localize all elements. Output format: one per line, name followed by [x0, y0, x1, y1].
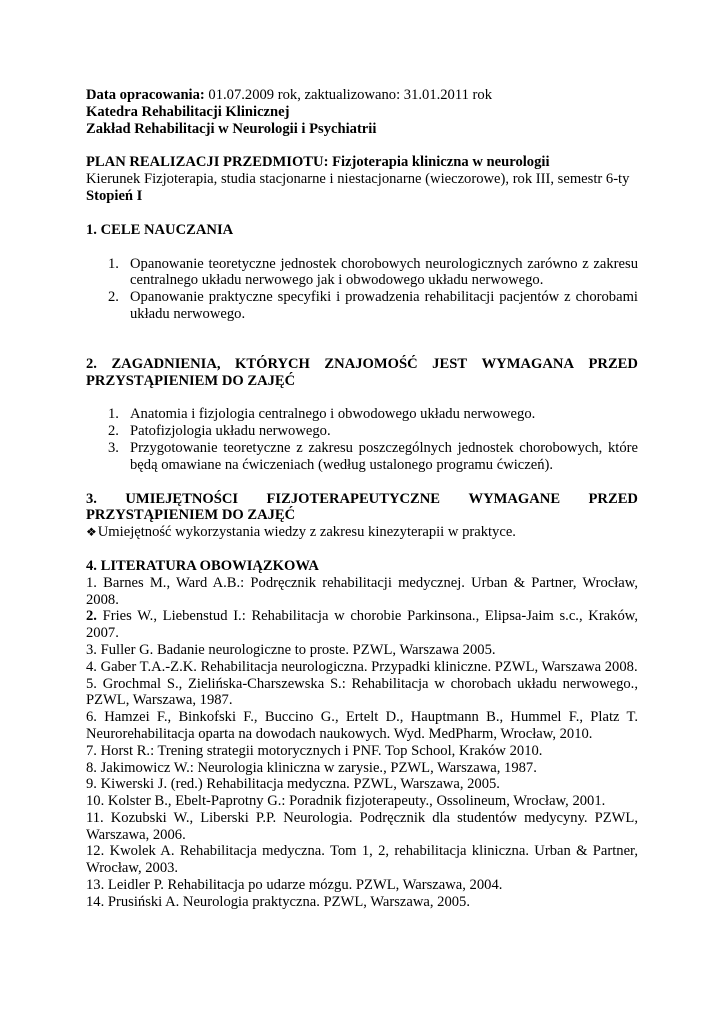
reference-item	[86, 676, 638, 710]
reference-text: Fries W., Liebenstud I.: Rehabilitacja w chorobie Parkinsona., Elipsa-Jaim s.c., Kraków, 2007.	[86, 608, 638, 642]
heading-word: ZNAJOMOŚĆ	[324, 355, 418, 372]
list-item	[86, 256, 638, 290]
reference-number: 2.	[86, 608, 97, 625]
reference-number: 10.	[86, 793, 105, 810]
section1-list	[86, 256, 638, 323]
heading-word: 2.	[86, 355, 97, 372]
heading-word: WYMAGANA	[481, 355, 574, 372]
list-item-text: Opanowanie teoretyczne jednostek chorobowych neurologicznych zarówno z zakresu centralnego układu nerwowego jak i obwodowego układu nerwowego.	[130, 255, 638, 289]
reference-text: Kozubski W., Liberski P.P. Neurologia. Podręcznik dla studentów medycyny. PZWL, Warszawa, 2006.	[86, 809, 638, 843]
section3-bullet	[86, 524, 638, 541]
reference-text: Barnes M., Ward A.B.: Podręcznik rehabilitacji medycznej. Urban & Partner, Wrocław, 2008.	[86, 574, 638, 608]
reference-number: 5.	[86, 675, 97, 692]
reference-number: 8.	[86, 759, 97, 776]
diamond-bullet-icon: ❖	[86, 525, 97, 540]
reference-text: Hamzei F., Binkofski F., Buccino G., Ertelt D., Hauptmann B., Hummel F., Platz T. Neurorehabilitacja oparta na dowodach naukowych. Wyd. MedPharm, Wrocław, 2010.	[86, 709, 638, 742]
section3-heading	[86, 491, 638, 508]
list-item	[86, 406, 638, 423]
reference-number: 9.	[86, 776, 97, 793]
list-item	[86, 423, 638, 440]
reference-number: 1.	[86, 574, 97, 591]
reference-item	[86, 642, 638, 659]
heading-word: 3.	[86, 490, 97, 507]
department-name: Katedra Rehabilitacji Klinicznej	[86, 103, 290, 120]
list-item-text: Opanowanie praktyczne specyfiki i prowadzenia rehabilitacji pacjentów z chorobami układu nerwowego.	[130, 289, 638, 322]
reference-text: Gaber T.A.-Z.K. Rehabilitacja neurologiczna. Przypadki kliniczne. PZWL, Warszawa 2008.	[100, 658, 638, 675]
section2-heading-line2: PRZYSTĄPIENIEM DO ZAJĘĆ	[86, 372, 296, 389]
heading-word: PRZED	[588, 490, 638, 507]
list-item	[86, 440, 638, 474]
heading-word: FIZJOTERAPEUTYCZNE	[266, 490, 441, 507]
reference-number: 6.	[86, 709, 97, 726]
reference-number: 13.	[86, 877, 105, 894]
heading-word: ZAGADNIENIA,	[111, 355, 221, 372]
section3-heading-line2: PRZYSTĄPIENIEM DO ZAJĘĆ	[86, 507, 296, 524]
reference-item	[86, 608, 638, 642]
reference-item	[86, 575, 638, 609]
reference-text: Grochmal S., Zielińska-Charszewska S.: Rehabilitacja w chorobach układu nerwowego., PZWL, Warszawa, 1987.	[86, 675, 638, 709]
reference-item	[86, 776, 638, 793]
heading-word: WYMAGANE	[468, 490, 561, 507]
section1-heading: 1. CELE NAUCZANIA	[86, 221, 234, 238]
reference-text: Fuller G. Badanie neurologiczne to proste. PZWL, Warszawa 2005.	[100, 641, 496, 658]
heading-word: UMIEJĘTNOŚCI	[125, 490, 239, 507]
list-item-number: 2.	[108, 289, 119, 306]
reference-text: Horst R.: Trening strategii motorycznych i PNF. Top School, Kraków 2010.	[100, 742, 543, 759]
section4-heading: 4. LITERATURA OBOWIĄZKOWA	[86, 557, 319, 574]
reference-text: Leidler P. Rehabilitacja po udarze mózgu. PZWL, Warszawa, 2004.	[107, 877, 503, 894]
heading-word: KTÓRYCH	[235, 355, 310, 372]
reference-number: 3.	[86, 641, 97, 658]
reference-number: 11.	[86, 809, 104, 826]
unit-name: Zakład Rehabilitacji w Neurologii i Psychiatrii	[86, 120, 377, 137]
bullet-text: Umiejętność wykorzystania wiedzy z zakresu kinezyterapii w praktyce.	[97, 524, 516, 541]
heading-word: JEST	[432, 355, 468, 372]
reference-text: Kolster B., Ebelt-Paprotny G.: Poradnik fizjoterapeuty., Ossolineum, Wrocław, 2001.	[107, 793, 606, 810]
reference-item	[86, 760, 638, 777]
list-item-number: 3.	[108, 439, 119, 456]
references-list	[86, 575, 638, 911]
reference-text: Kwolek A. Rehabilitacja medyczna. Tom 1, 2, rehabilitacja kliniczna. Urban & Partner, Wrocław, 2003.	[86, 843, 638, 877]
reference-text: Prusiński A. Neurologia praktyczna. PZWL, Warszawa, 2005.	[107, 893, 471, 910]
list-item-number: 2.	[108, 423, 119, 440]
list-item-number: 1.	[108, 255, 119, 272]
date-label: Data opracowania:	[86, 87, 205, 103]
reference-item	[86, 659, 638, 676]
list-item-text: Patofizjologia układu nerwowego.	[130, 423, 331, 440]
list-item-number: 1.	[108, 406, 119, 423]
reference-item	[86, 709, 638, 743]
reference-item	[86, 743, 638, 760]
reference-item	[86, 894, 638, 911]
list-item-text: Anatomia i fizjologia centralnego i obwodowego układu nerwowego.	[130, 406, 536, 423]
reference-item	[86, 793, 638, 810]
section2-list	[86, 406, 638, 473]
document-page	[86, 87, 638, 911]
reference-text: Jakimowicz W.: Neurologia kliniczna w zarysie., PZWL, Warszawa, 1987.	[100, 759, 537, 776]
section2-heading	[86, 356, 638, 373]
reference-item	[86, 877, 638, 894]
reference-text: Kiwerski J. (red.) Rehabilitacja medyczna. PZWL, Warszawa, 2005.	[100, 776, 500, 793]
reference-number: 7.	[86, 742, 97, 759]
reference-item	[86, 810, 638, 844]
heading-word: PRZED	[588, 355, 638, 372]
list-item	[86, 289, 638, 323]
date-value: 01.07.2009 rok, zaktualizowano: 31.01.2011 rok	[204, 87, 493, 103]
reference-number: 14.	[86, 893, 105, 910]
list-item-text: Przygotowanie teoretyczne z zakresu poszczególnych jednostek chorobowych, które będą omawiane na ćwiczeniach (według ustalonego programu ćwiczeń).	[130, 439, 638, 473]
date-line	[86, 87, 638, 104]
reference-number: 4.	[86, 658, 97, 675]
plan-level: Stopień I	[86, 187, 143, 204]
reference-item	[86, 843, 638, 877]
reference-number: 12.	[86, 843, 105, 860]
plan-direction: Kierunek Fizjoterapia, studia stacjonarne i niestacjonarne (wieczorowe), rok III, semestr 6-ty	[86, 171, 630, 188]
plan-title: PLAN REALIZACJI PRZEDMIOTU: Fizjoterapia kliniczna w neurologii	[86, 154, 550, 171]
